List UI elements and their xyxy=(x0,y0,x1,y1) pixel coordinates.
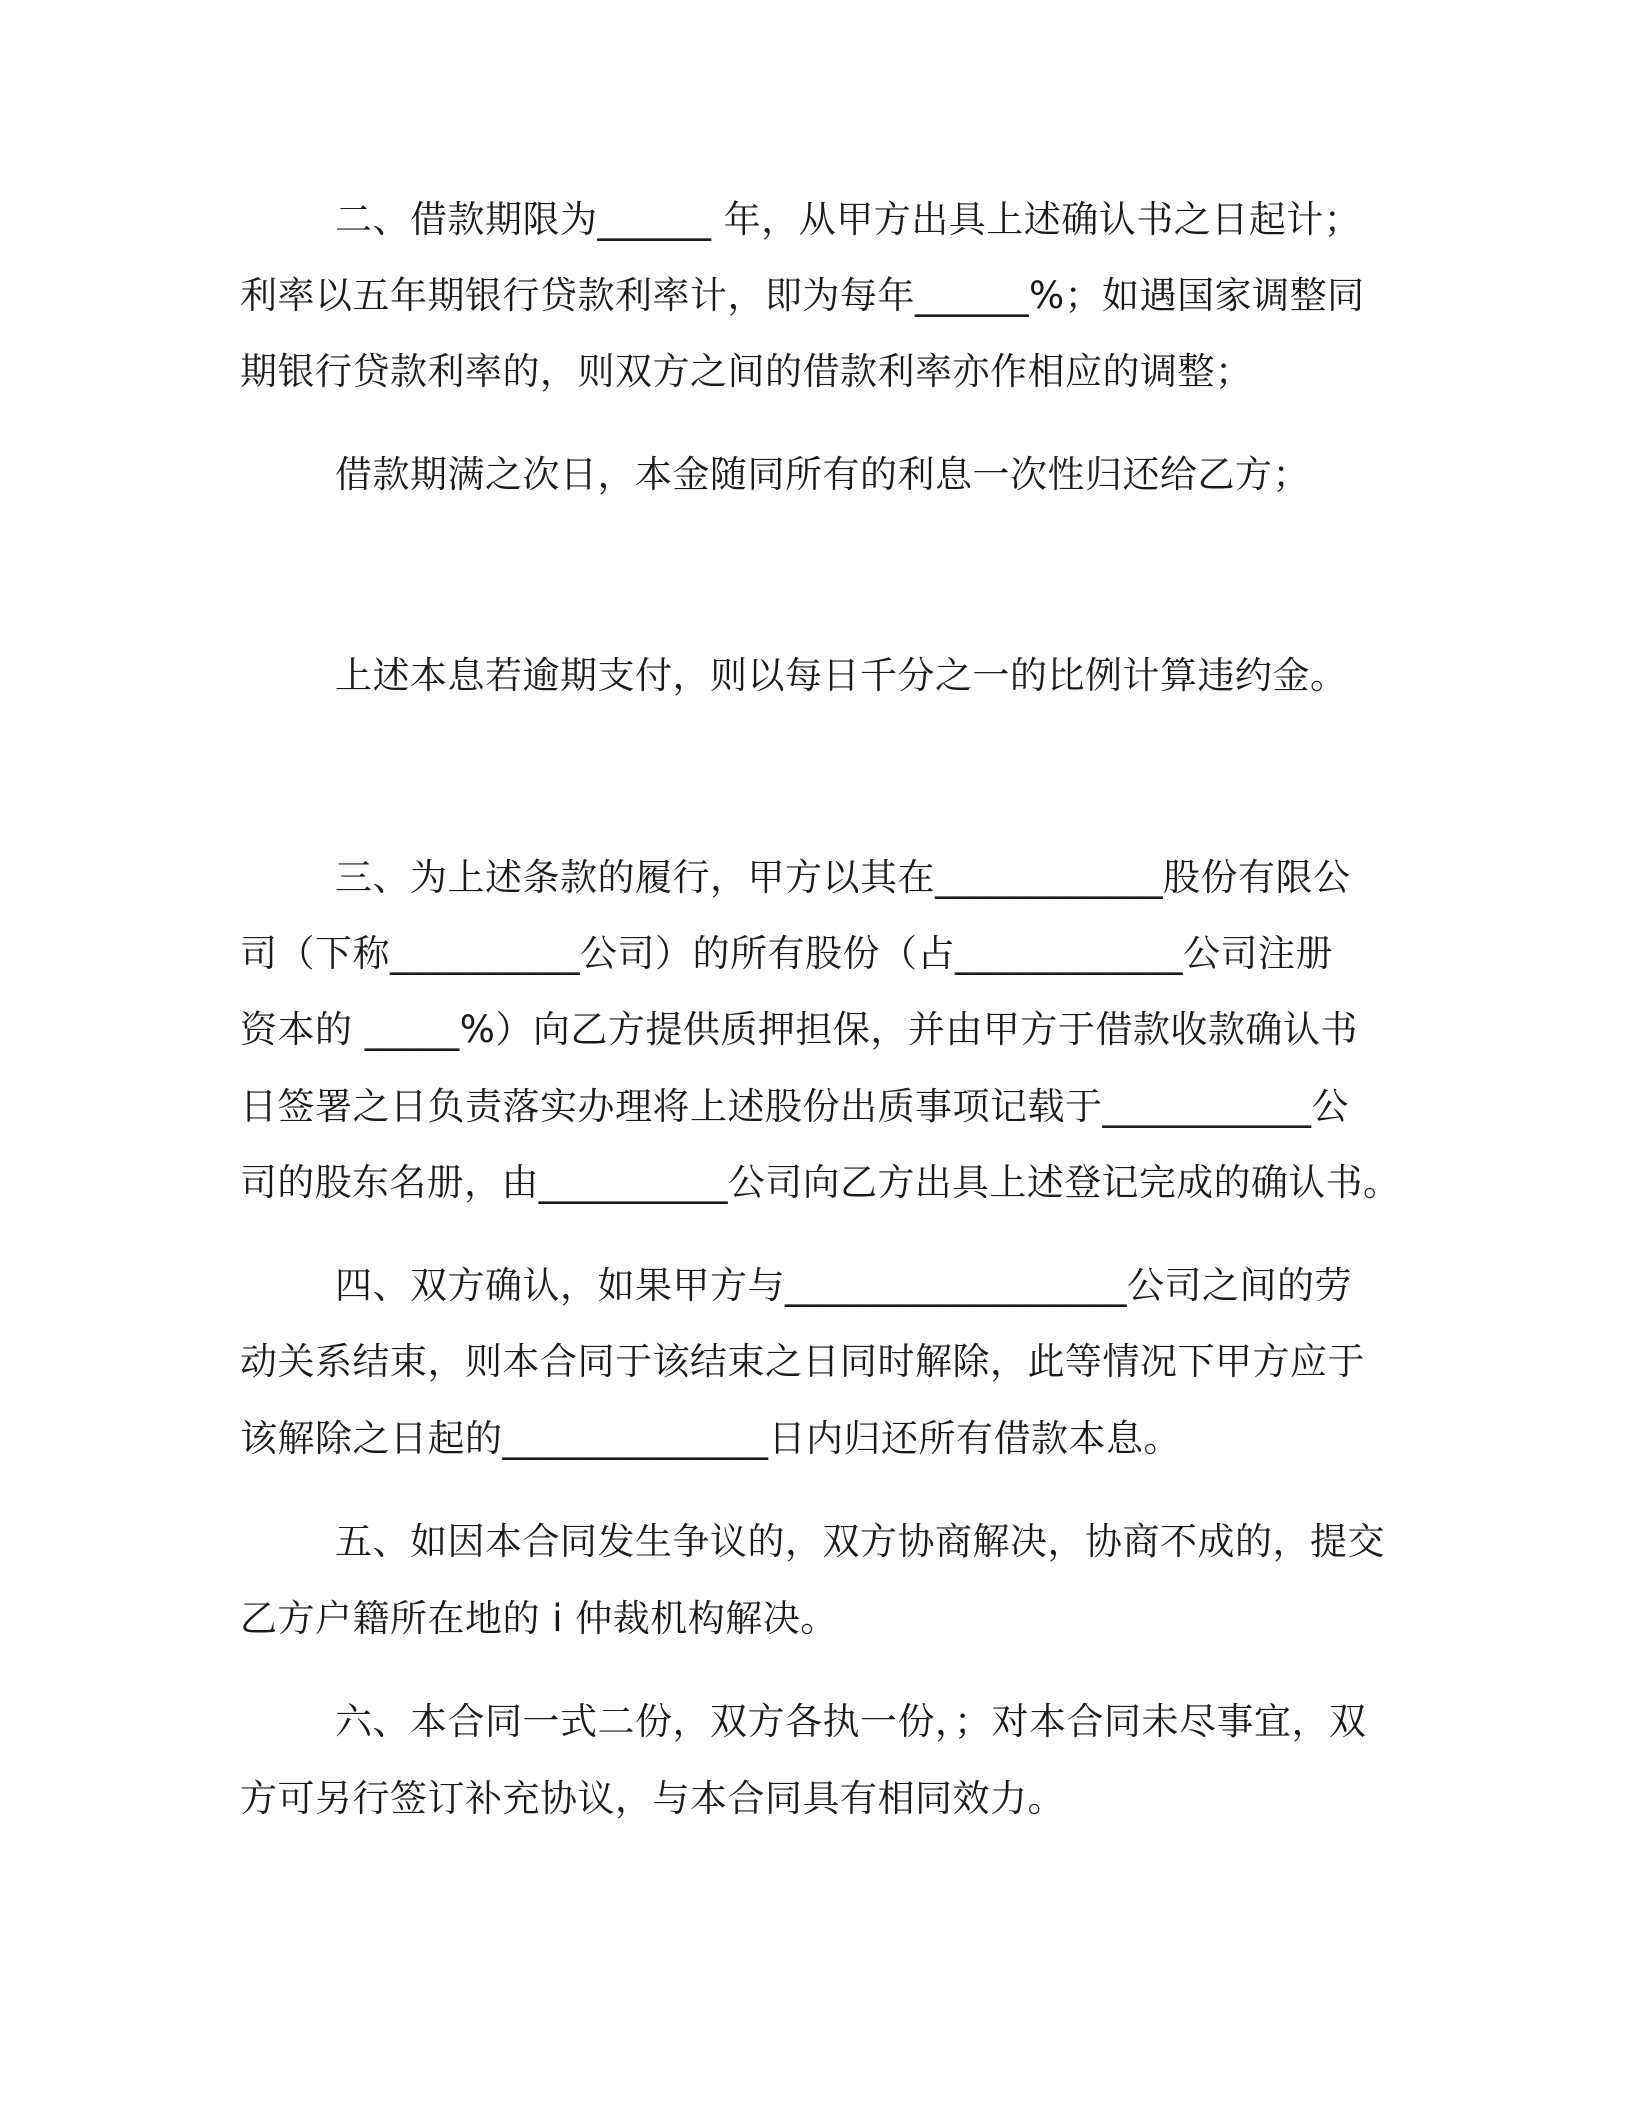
clause-3-line-4: 日签署之日负责落实办理将上述股份出质事项记载于___________公 xyxy=(240,1085,1349,1128)
late-penalty-paragraph: 上述本息若逾期支付，则以每日千分之一的比例计算违约金。 xyxy=(335,654,1348,697)
clause-5-line-1: 五、如因本合同发生争议的，双方协商解决，协商不成的，提交 xyxy=(335,1520,1385,1563)
clause-2-line-3: 期银行贷款利率的，则双方之间的借款利率亦作相应的调整； xyxy=(240,350,1253,393)
clause-4-line-1: 四、双方确认，如果甲方与__________________公司之间的劳 xyxy=(335,1264,1352,1307)
clause-5-line-2: 乙方户籍所在地的 i 仲裁机构解决。 xyxy=(240,1597,838,1640)
clause-2-line-1: 二、借款期限为______ 年，从甲方出具上述确认书之日起计； xyxy=(335,198,1362,241)
clause-3-line-5: 司的股东名册，由__________公司向乙方出具上述登记完成的确认书。 xyxy=(240,1161,1401,1204)
loan-maturity-paragraph: 借款期满之次日，本金随同所有的利息一次性归还给乙方； xyxy=(335,453,1310,496)
clause-4-line-3: 该解除之日起的______________日内归还所有借款本息。 xyxy=(240,1417,1181,1460)
clause-3-line-3: 资本的 _____%）向乙方提供质押担保，并由甲方于借款收款确认书 xyxy=(240,1008,1358,1051)
clause-6-line-2: 方可另行签订补充协议，与本合同具有相同效力。 xyxy=(240,1777,1065,1820)
clause-4-line-2: 动关系结束，则本合同于该结束之日同时解除，此等情况下甲方应于 xyxy=(240,1340,1365,1383)
clause-2-line-2: 利率以五年期银行贷款利率计，即为每年______%；如遇国家调整同 xyxy=(240,274,1365,317)
clause-6-line-1: 六、本合同一式二份，双方各执一份，；对本合同未尽事宜，双 xyxy=(335,1700,1367,1743)
clause-3-line-2: 司（下称__________公司）的所有股份（占____________公司注册 xyxy=(240,932,1333,975)
clause-3-line-1: 三、为上述条款的履行，甲方以其在____________股份有限公 xyxy=(335,856,1351,899)
